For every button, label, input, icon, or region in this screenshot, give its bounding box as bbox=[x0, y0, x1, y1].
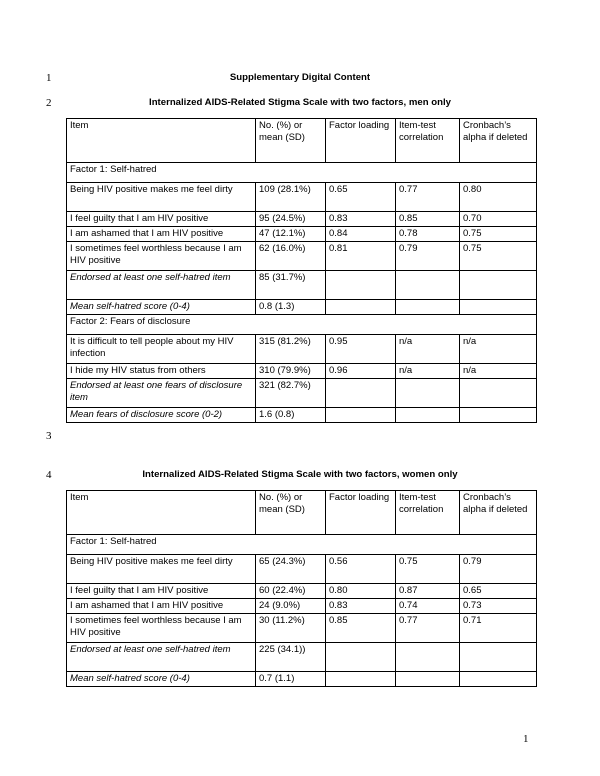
value-cell: 310 (79.9%) bbox=[256, 364, 326, 379]
value-cell: 65 (24.3%) bbox=[256, 555, 326, 584]
value-cell: 0.95 bbox=[326, 335, 396, 364]
value-cell: 0.80 bbox=[326, 584, 396, 599]
value-cell: 1.6 (0.8) bbox=[256, 408, 326, 423]
empty-cell bbox=[396, 379, 460, 408]
value-cell: 0.79 bbox=[460, 555, 537, 584]
empty-cell bbox=[396, 300, 460, 315]
value-cell: 0.75 bbox=[460, 242, 537, 271]
header-cell: Item-test correlation bbox=[396, 491, 460, 535]
line-number: 2 bbox=[46, 97, 52, 109]
value-cell: 225 (34.1)) bbox=[256, 643, 326, 672]
item-cell: It is difficult to tell people about my HIV infection bbox=[67, 335, 256, 364]
empty-cell bbox=[460, 643, 537, 672]
item-cell: Endorsed at least one fears of disclosure item bbox=[67, 379, 256, 408]
value-cell: 0.71 bbox=[460, 614, 537, 643]
value-cell: 47 (12.1%) bbox=[256, 227, 326, 242]
item-cell: Mean self-hatred score (0-4) bbox=[67, 300, 256, 315]
empty-cell bbox=[326, 300, 396, 315]
table-row bbox=[67, 242, 537, 271]
value-cell: 62 (16.0%) bbox=[256, 242, 326, 271]
table-row bbox=[67, 212, 537, 227]
empty-cell bbox=[460, 408, 537, 423]
value-cell: 0.77 bbox=[396, 183, 460, 212]
value-cell: 0.56 bbox=[326, 555, 396, 584]
document-title: Supplementary Digital Content bbox=[229, 72, 371, 83]
header-cell: No. (%) or mean (SD) bbox=[256, 491, 326, 535]
endorsed-row bbox=[67, 271, 537, 300]
header-cell: Item bbox=[67, 491, 256, 535]
factor-label: Factor 2: Fears of disclosure bbox=[67, 315, 537, 335]
header-cell: Cronbach’s alpha if deleted bbox=[460, 491, 537, 535]
empty-cell bbox=[326, 408, 396, 423]
item-cell: Endorsed at least one self-hatred item bbox=[67, 643, 256, 672]
line-number: 4 bbox=[46, 469, 52, 481]
value-cell: 0.81 bbox=[326, 242, 396, 271]
table-row bbox=[67, 555, 537, 584]
table-row bbox=[67, 599, 537, 614]
item-cell: I hide my HIV status from others bbox=[67, 364, 256, 379]
item-cell: Mean self-hatred score (0-4) bbox=[67, 672, 256, 687]
value-cell: 0.85 bbox=[396, 212, 460, 227]
value-cell: 95 (24.5%) bbox=[256, 212, 326, 227]
value-cell: n/a bbox=[460, 335, 537, 364]
line-number: 1 bbox=[46, 72, 52, 84]
factor-row bbox=[67, 163, 537, 183]
value-cell: 0.65 bbox=[460, 584, 537, 599]
value-cell: 0.87 bbox=[396, 584, 460, 599]
header-cell: Cronbach’s alpha if deleted bbox=[460, 119, 537, 163]
item-cell: Being HIV positive makes me feel dirty bbox=[67, 183, 256, 212]
value-cell: 0.8 (1.3) bbox=[256, 300, 326, 315]
empty-cell bbox=[326, 643, 396, 672]
header-cell: Item-test correlation bbox=[396, 119, 460, 163]
item-cell: I am ashamed that I am HIV positive bbox=[67, 227, 256, 242]
value-cell: 60 (22.4%) bbox=[256, 584, 326, 599]
empty-cell bbox=[460, 271, 537, 300]
value-cell: 0.79 bbox=[396, 242, 460, 271]
value-cell: 85 (31.7%) bbox=[256, 271, 326, 300]
header-cell: Item bbox=[67, 119, 256, 163]
mean-row bbox=[67, 408, 537, 423]
value-cell: 0.74 bbox=[396, 599, 460, 614]
header-cell: Factor loading bbox=[326, 491, 396, 535]
value-cell: 0.65 bbox=[326, 183, 396, 212]
line-number: 3 bbox=[46, 430, 52, 442]
mean-row bbox=[67, 672, 537, 687]
empty-cell bbox=[396, 672, 460, 687]
mean-row bbox=[67, 300, 537, 315]
women-stigma-table bbox=[66, 490, 537, 687]
item-cell: I am ashamed that I am HIV positive bbox=[67, 599, 256, 614]
empty-cell bbox=[396, 271, 460, 300]
item-cell: Mean fears of disclosure score (0-2) bbox=[67, 408, 256, 423]
page-number: 1 bbox=[523, 733, 529, 745]
empty-cell bbox=[326, 672, 396, 687]
empty-cell bbox=[460, 379, 537, 408]
item-cell: I sometimes feel worthless because I am HIV positive bbox=[67, 242, 256, 271]
women-table-heading: Internalized AIDS-Related Stigma Scale with two factors, women only bbox=[142, 469, 458, 480]
value-cell: 0.85 bbox=[326, 614, 396, 643]
value-cell: 0.73 bbox=[460, 599, 537, 614]
factor-row bbox=[67, 315, 537, 335]
value-cell: 0.78 bbox=[396, 227, 460, 242]
endorsed-row bbox=[67, 643, 537, 672]
item-cell: Being HIV positive makes me feel dirty bbox=[67, 555, 256, 584]
value-cell: 0.84 bbox=[326, 227, 396, 242]
value-cell: 0.70 bbox=[460, 212, 537, 227]
value-cell: 315 (81.2%) bbox=[256, 335, 326, 364]
value-cell: 0.83 bbox=[326, 599, 396, 614]
value-cell: 24 (9.0%) bbox=[256, 599, 326, 614]
value-cell: 0.96 bbox=[326, 364, 396, 379]
item-cell: I feel guilty that I am HIV positive bbox=[67, 212, 256, 227]
value-cell: n/a bbox=[460, 364, 537, 379]
table-row bbox=[67, 335, 537, 364]
empty-cell bbox=[326, 379, 396, 408]
men-stigma-table bbox=[66, 118, 537, 423]
table-row bbox=[67, 584, 537, 599]
item-cell: I feel guilty that I am HIV positive bbox=[67, 584, 256, 599]
value-cell: 321 (82.7%) bbox=[256, 379, 326, 408]
table-header-row bbox=[67, 119, 537, 163]
value-cell: n/a bbox=[396, 364, 460, 379]
endorsed-row bbox=[67, 379, 537, 408]
item-cell: Endorsed at least one self-hatred item bbox=[67, 271, 256, 300]
item-cell: I sometimes feel worthless because I am HIV positive bbox=[67, 614, 256, 643]
value-cell: 0.83 bbox=[326, 212, 396, 227]
empty-cell bbox=[326, 271, 396, 300]
value-cell: 30 (11.2%) bbox=[256, 614, 326, 643]
empty-cell bbox=[396, 408, 460, 423]
value-cell: 0.7 (1.1) bbox=[256, 672, 326, 687]
table-row bbox=[67, 183, 537, 212]
empty-cell bbox=[396, 643, 460, 672]
header-cell: Factor loading bbox=[326, 119, 396, 163]
table-header-row bbox=[67, 491, 537, 535]
factor-label: Factor 1: Self-hatred bbox=[67, 163, 537, 183]
table-row bbox=[67, 227, 537, 242]
empty-cell bbox=[460, 672, 537, 687]
header-cell: No. (%) or mean (SD) bbox=[256, 119, 326, 163]
value-cell: 0.75 bbox=[396, 555, 460, 584]
value-cell: 109 (28.1%) bbox=[256, 183, 326, 212]
table-row bbox=[67, 364, 537, 379]
value-cell: n/a bbox=[396, 335, 460, 364]
empty-cell bbox=[460, 300, 537, 315]
value-cell: 0.77 bbox=[396, 614, 460, 643]
table-row bbox=[67, 614, 537, 643]
value-cell: 0.75 bbox=[460, 227, 537, 242]
factor-row bbox=[67, 535, 537, 555]
men-table-heading: Internalized AIDS-Related Stigma Scale with two factors, men only bbox=[149, 97, 451, 108]
value-cell: 0.80 bbox=[460, 183, 537, 212]
factor-label: Factor 1: Self-hatred bbox=[67, 535, 537, 555]
